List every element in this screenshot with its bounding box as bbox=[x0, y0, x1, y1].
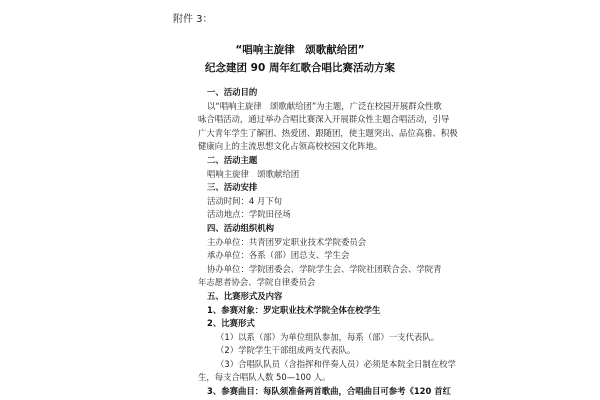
section-heading-organization: 四、活动组织机构 bbox=[207, 222, 274, 233]
paragraph-line: 以“唱响主旋律 颂歌献给团”为主题，广泛在校园开展群众性歌 bbox=[207, 100, 442, 111]
document-body bbox=[198, 86, 458, 399]
section-heading-theme: 二、活动主题 bbox=[207, 154, 258, 165]
section-heading-format: 五、比赛形式及内容 bbox=[207, 290, 283, 301]
paragraph-line: 唱响主旋律 颂歌献给团 bbox=[207, 168, 300, 179]
document-title-line2: 纪念建团 90 周年红歌合唱比赛活动方案 bbox=[205, 62, 395, 74]
paragraph-line: 活动地点：学院田径场 bbox=[207, 209, 291, 220]
paragraph-line: 年志愿者协会、学院自律委员会 bbox=[198, 277, 316, 288]
paragraph-line: 协办单位：学院团委会、学院学生会、学院社团联合会、学院青 bbox=[207, 263, 442, 274]
paragraph-line: （1）以系（部）为单位组队参加，每系（部）一支代表队。 bbox=[216, 331, 440, 342]
document-title-line1: “唱响主旋律 颂歌献给团” bbox=[235, 44, 365, 56]
attachment-label: 附件 3： bbox=[173, 14, 213, 25]
paragraph-line: 生，每支合唱队人数 50—100 人。 bbox=[198, 372, 331, 383]
section-heading-purpose: 一、活动目的 bbox=[207, 87, 258, 97]
paragraph-line: 咏合唱活动，通过举办合唱比赛深入开展群众性主题合唱活动，引导 bbox=[198, 114, 450, 125]
paragraph-line: 健康向上的主流思想文化占领高校校园文化阵地。 bbox=[198, 141, 383, 152]
paragraph-line: （2）学院学生干部组成两支代表队。 bbox=[216, 345, 356, 356]
paragraph-line: 承办单位：各系（部）团总支、学生会 bbox=[207, 250, 350, 261]
paragraph-line: 广大青年学生了解团、热爱团、跟随团，使主题突出、品位高雅、积极 bbox=[198, 127, 458, 138]
paragraph-line: （3）合唱队队员（含指挥和伴奏人员）必须是本院全日制在校学 bbox=[216, 358, 456, 369]
paragraph-line: 3、参赛曲目：每队须准备两首歌曲，合唱曲目可参考《120 首红 bbox=[207, 386, 451, 397]
paragraph-line: 2、比赛形式 bbox=[207, 318, 255, 329]
paragraph-line: 1、参赛对象：罗定职业技术学院全体在校学生 bbox=[207, 304, 381, 315]
section-heading-schedule: 三、活动安排 bbox=[207, 182, 258, 193]
paragraph-line: 主办单位：共青团罗定职业技术学院委员会 bbox=[207, 236, 367, 247]
paragraph-line: 活动时间：4 月下旬 bbox=[207, 195, 282, 206]
